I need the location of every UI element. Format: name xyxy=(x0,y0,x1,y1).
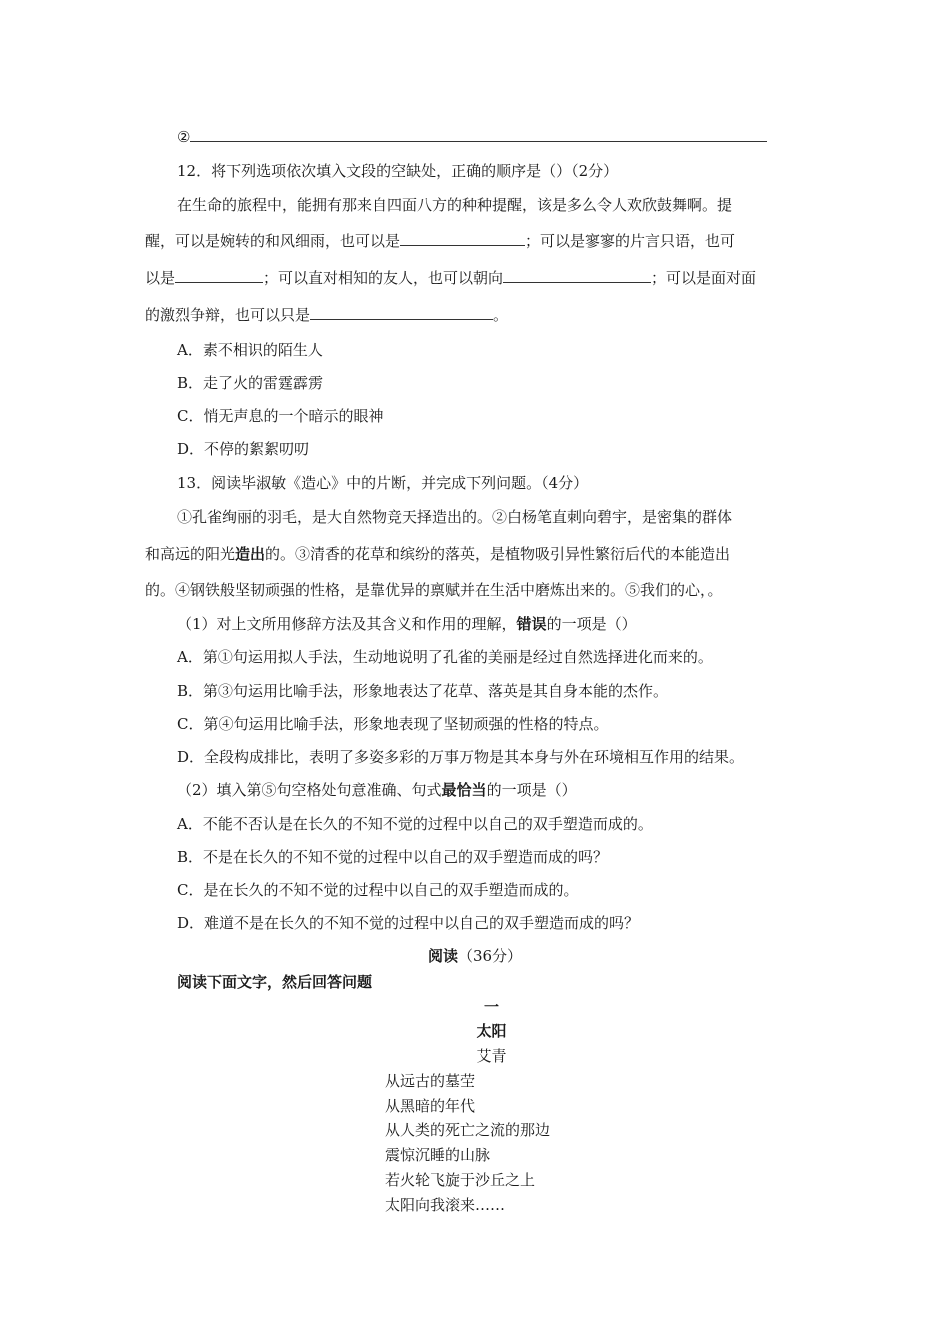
stem-text: （2）填入第⑤句空格处句意准确、句式 xyxy=(177,781,442,799)
reading-heading xyxy=(0,946,950,966)
passage-text: 醒，可以是婉转的和风细雨，也可以是 xyxy=(145,232,401,250)
q12-title: 12．将下列选项依次填入文段的空缺处，正确的顺序是（）（2分） xyxy=(177,162,619,180)
passage-text: 和高远的阳光 xyxy=(145,545,236,563)
answer-blank[interactable] xyxy=(190,127,767,142)
poem-title: 太阳 xyxy=(476,1022,507,1040)
q13-title: 13．阅读毕淑敏《造心》中的片断，并完成下列问题。（4分） xyxy=(177,474,589,492)
fill-blank-2[interactable] xyxy=(175,268,263,283)
section-number: 一 xyxy=(483,998,499,1016)
passage-text: ；可以是寥寥的片言只语，也可 xyxy=(525,232,736,250)
q13-sub2-option-b[interactable]: B．不是在长久的不知不觉的过程中以自己的双手塑造而成的吗？ xyxy=(177,848,609,866)
poem-line: 从人类的死亡之流的那边 xyxy=(385,1121,551,1139)
passage-text: 。 xyxy=(493,306,509,324)
q13-sub1-option-c[interactable]: C．第④句运用比喻手法，形象地表现了坚韧顽强的性格的特点。 xyxy=(177,715,609,733)
fill-blank-4[interactable] xyxy=(310,305,493,320)
q13-sub2-option-c[interactable]: C．是在长久的不知不觉的过程中以自己的双手塑造而成的。 xyxy=(177,881,579,899)
q13-sub1-option-b[interactable]: B．第③句运用比喻手法，形象地表达了花草、落英是其自身本能的杰作。 xyxy=(177,682,669,700)
q13-passage-line-1: ①孔雀绚丽的羽毛，是大自然物竞天择造出的。②白杨笔直刺向碧宇，是密集的群体 xyxy=(177,508,733,526)
poem-author: 艾青 xyxy=(476,1047,507,1065)
q12-option-a[interactable]: A．素不相识的陌生人 xyxy=(177,341,323,359)
q12-passage-line-3 xyxy=(145,268,756,288)
emphasis-text: 最恰当 xyxy=(441,781,487,799)
poem-line: 从黑暗的年代 xyxy=(385,1097,476,1115)
heading-score: （36分） xyxy=(457,947,523,965)
passage-text: ；可以直对相知的友人，也可以朝向 xyxy=(263,269,504,287)
stem-text: 的一项是（） xyxy=(546,615,637,633)
q13-passage-line-3: 的。④钢铁般坚韧顽强的性格，是靠优异的禀赋并在生活中磨炼出来的。⑤我们的心，。 xyxy=(145,581,723,599)
passage-text: 的激烈争辩，也可以只是 xyxy=(145,306,311,324)
fill-blank-3[interactable] xyxy=(503,268,651,283)
emphasis-text: 错误 xyxy=(516,615,547,633)
passage-text: ；可以是面对面 xyxy=(651,269,757,287)
answer-line-marker: ② xyxy=(177,128,191,146)
answer-line-2 xyxy=(177,127,767,147)
emphasis-text: 造出 xyxy=(235,545,266,563)
poem-line: 太阳向我滚来…… xyxy=(385,1196,506,1214)
fill-blank-1[interactable] xyxy=(400,231,525,246)
q13-sub2-option-d[interactable]: D．难道不是在长久的不知不觉的过程中以自己的双手塑造而成的吗？ xyxy=(177,914,640,932)
q13-sub1-option-d[interactable]: D．全段构成排比，表明了多姿多彩的万事万物是其本身与外在环境相互作用的结果。 xyxy=(177,748,745,766)
passage-text: 以是 xyxy=(145,269,176,287)
poem-line: 震惊沉睡的山脉 xyxy=(385,1146,491,1164)
q12-option-b[interactable]: B．走了火的雷霆霹雳 xyxy=(177,374,324,392)
q12-passage-line-4 xyxy=(145,305,508,325)
passage-text: 的。③清香的花草和缤纷的落英，是植物吸引异性繁衍后代的本能造出 xyxy=(265,545,731,563)
q13-sub2-stem xyxy=(177,780,577,800)
reading-instruction: 阅读下面文字，然后回答问题 xyxy=(177,973,373,991)
heading-bold: 阅读 xyxy=(427,947,458,965)
poem-line: 若火轮飞旋于沙丘之上 xyxy=(385,1171,536,1189)
stem-text: 的一项是（） xyxy=(486,781,577,799)
poem-line: 从远古的墓茔 xyxy=(385,1072,476,1090)
q12-passage-line-1: 在生命的旅程中，能拥有那来自四面八方的种种提醒，该是多么令人欢欣鼓舞啊。提 xyxy=(177,196,733,214)
q12-passage-line-2 xyxy=(145,231,735,251)
q13-sub1-stem xyxy=(177,614,637,634)
q13-sub2-option-a[interactable]: A．不能不否认是在长久的不知不觉的过程中以自己的双手塑造而成的。 xyxy=(177,815,653,833)
q13-sub1-option-a[interactable]: A．第①句运用拟人手法，生动地说明了孔雀的美丽是经过自然选择进化而来的。 xyxy=(177,648,713,666)
q13-passage-line-2 xyxy=(145,544,730,564)
stem-text: （1）对上文所用修辞方法及其含义和作用的理解， xyxy=(177,615,517,633)
q12-option-c[interactable]: C．悄无声息的一个暗示的眼神 xyxy=(177,407,384,425)
q12-option-d[interactable]: D．不停的絮絮叨叨 xyxy=(177,440,310,458)
